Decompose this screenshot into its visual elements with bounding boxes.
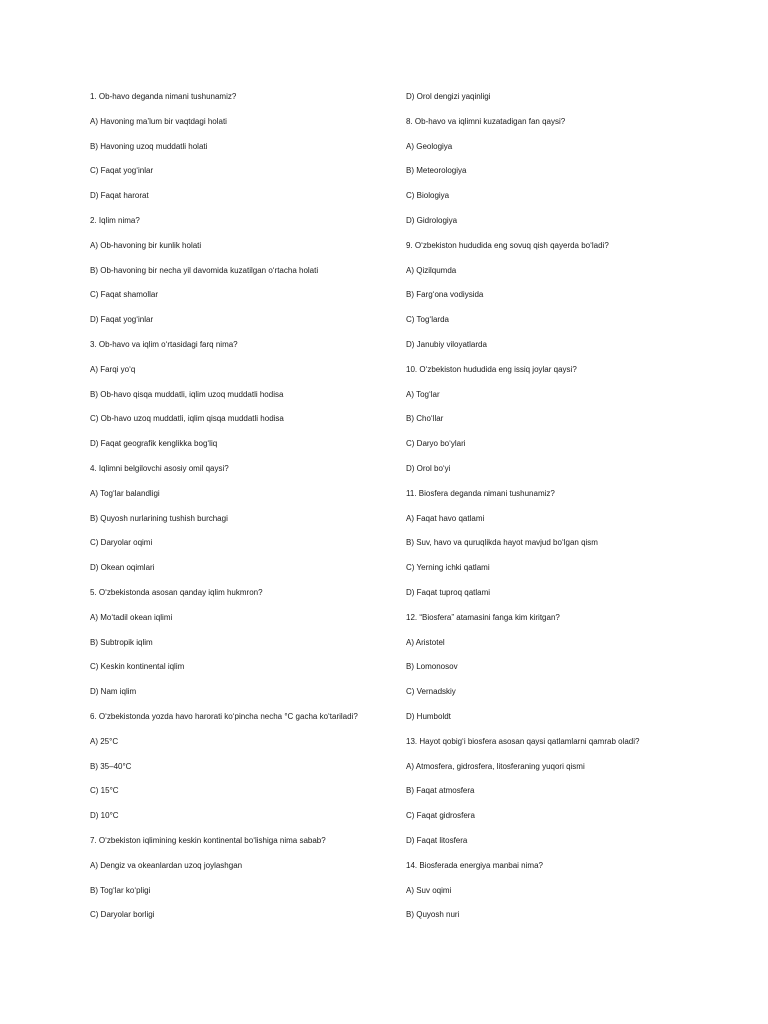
answer-option: B) Ob-havo qisqa muddatli, iqlim uzoq muddatli hodisa [90, 389, 284, 399]
answer-option: C) Keskin kontinental iqlim [90, 662, 185, 672]
answer-option: B) Tog‘lar ko‘pligi [90, 885, 151, 895]
answer-option: D) Okean oqimlari [90, 563, 155, 573]
answer-option: C) Ob-havo uzoq muddatli, iqlim qisqa muddatli hodisa [90, 414, 284, 424]
answer-option: A) Faqat havo qatlami [406, 513, 485, 523]
question-text: 8. Ob-havo va iqlimni kuzatadigan fan qaysi? [406, 116, 566, 126]
answer-option: C) Daryolar borligi [90, 910, 155, 920]
question-text: 3. Ob-havo va iqlim o‘rtasidagi farq nima? [90, 339, 238, 349]
answer-option: B) Suv, havo va quruqlikda hayot mavjud bo‘lgan qism [406, 538, 598, 548]
answer-option: A) Farqi yo‘q [90, 364, 136, 374]
answer-option: C) Daryo bo‘ylari [406, 439, 466, 449]
answer-option: D) Humboldt [406, 711, 451, 721]
answer-option: A) Qizilqumda [406, 265, 457, 275]
answer-option: C) 15°C [90, 786, 119, 796]
answer-option: C) Daryolar oqimi [90, 538, 153, 548]
answer-option: D) Faqat tuproq qatlami [406, 587, 491, 597]
answer-option: A) Suv oqimi [406, 885, 452, 895]
question-text: 6. O‘zbekistonda yozda havo harorati ko‘pincha necha °C gacha ko‘tariladi? [90, 711, 358, 721]
answer-option: A) Ob-havoning bir kunlik holati [90, 240, 202, 250]
answer-option: C) Faqat yog‘inlar [90, 166, 154, 176]
answer-option: C) Vernadskiy [406, 687, 456, 697]
answer-option: A) 25°C [90, 736, 119, 746]
answer-option: D) Gidrologiya [406, 215, 458, 225]
left-column [90, 90, 390, 933]
answer-option: B) Subtropik iqlim [90, 637, 153, 647]
question-text: 7. O‘zbekiston iqlimining keskin kontinental bo‘lishiga nima sabab? [90, 835, 326, 845]
question-text: 10. O‘zbekiston hududida eng issiq joylar qaysi? [406, 364, 577, 374]
answer-option: A) Dengiz va okeanlardan uzoq joylashgan [90, 860, 243, 870]
answer-option: C) Faqat gidrosfera [406, 811, 475, 821]
answer-option: B) 35–40°C [90, 761, 132, 771]
answer-option: C) Yerning ichki qatlami [406, 563, 490, 573]
answer-option: D) Faqat litosfera [406, 835, 468, 845]
answer-option: A) Geologiya [406, 141, 453, 151]
answer-option: C) Tog‘larda [406, 315, 449, 325]
answer-option: A) Havoning ma’lum bir vaqtdagi holati [90, 116, 227, 126]
question-text: 5. O‘zbekistonda asosan qanday iqlim hukmron? [90, 587, 263, 597]
answer-option: B) Cho‘llar [406, 414, 444, 424]
answer-option: D) Faqat harorat [90, 191, 149, 201]
question-text: 2. Iqlim nima? [90, 215, 140, 225]
answer-option: A) Aristotel [406, 637, 445, 647]
answer-option: D) Faqat geografik kenglikka bog‘liq [90, 439, 218, 449]
answer-option: D) Orol dengizi yaqinligi [406, 92, 491, 101]
answer-option: D) Janubiy viloyatlarda [406, 339, 487, 349]
question-text: 13. Hayot qobig‘i biosfera asosan qaysi qatlamlarni qamrab oladi? [406, 736, 640, 746]
answer-option: B) Quyosh nuri [406, 910, 460, 920]
answer-option: B) Meteorologiya [406, 166, 467, 176]
question-text: 9. O‘zbekiston hududida eng sovuq qish qayerda bo‘ladi? [406, 240, 609, 250]
answer-option: A) Mo‘tadil okean iqlimi [90, 612, 173, 622]
answer-option: B) Faqat atmosfera [406, 786, 475, 796]
answer-option: A) Atmosfera, gidrosfera, litosferaning yuqori qismi [406, 761, 585, 771]
answer-option: B) Havoning uzoq muddatli holati [90, 141, 208, 151]
answer-option: A) Tog‘lar balandligi [90, 488, 160, 498]
answer-option: D) Nam iqlim [90, 687, 137, 697]
answer-option: D) Orol bo‘yi [406, 463, 451, 473]
answer-option: B) Farg‘ona vodiysida [406, 290, 484, 300]
answer-option: D) Faqat yog‘inlar [90, 315, 154, 325]
question-text: 11. Biosfera deganda nimani tushunamiz? [406, 488, 555, 498]
answer-option: C) Biologiya [406, 191, 450, 201]
question-text: 1. Ob-havo deganda nimani tushunamiz? [90, 92, 237, 101]
answer-option: B) Ob-havoning bir necha yil davomida kuzatilgan o‘rtacha holati [90, 265, 319, 275]
answer-option: A) Tog‘lar [406, 389, 440, 399]
question-text: 4. Iqlimni belgilovchi asosiy omil qaysi? [90, 463, 229, 473]
question-text: 14. Biosferada energiya manbai nima? [406, 860, 543, 870]
question-text: 12. “Biosfera” atamasini fanga kim kiritgan? [406, 612, 560, 622]
answer-option: B) Lomonosov [406, 662, 458, 672]
right-column [406, 90, 706, 933]
answer-option: C) Faqat shamollar [90, 290, 159, 300]
answer-option: D) 10°C [90, 811, 119, 821]
answer-option: B) Quyosh nurlarining tushish burchagi [90, 513, 228, 523]
